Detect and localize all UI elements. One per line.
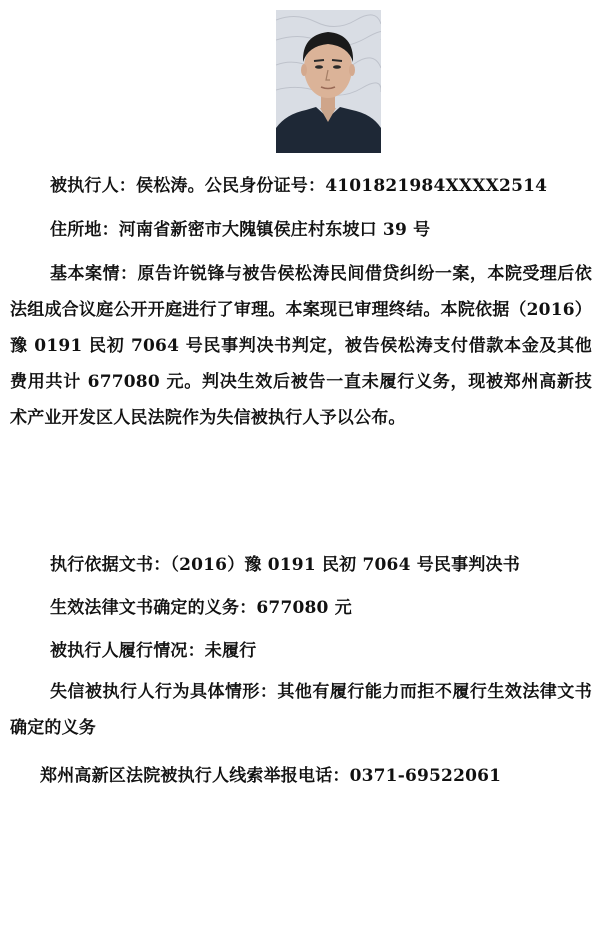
person-id-line: 被执行人：侯松涛。公民身份证号：4101821984XXXX2514: [50, 176, 548, 196]
report-hotline-line: 郑州高新区法院被执行人线索举报电话：0371-69522061: [40, 766, 502, 786]
basis-document-line: 执行依据文书：（2016）豫 0191 民初 7064 号民事判决书: [50, 555, 520, 575]
person-photo: [276, 10, 381, 153]
address-line: 住所地：河南省新密市大隗镇侯庄村东坡口 39 号: [50, 220, 431, 240]
obligation-line: 生效法律文书确定的义务：677080 元: [50, 598, 352, 618]
dishonest-behavior-paragraph: 失信被执行人行为具体情形：其他有履行能力而拒不履行生效法律文书确定的义务: [10, 682, 592, 738]
performance-status-line: 被执行人履行情况：未履行: [50, 641, 257, 661]
case-summary-paragraph: 基本案情：原告许锐锋与被告侯松涛民间借贷纠纷一案，本院受理后依法组成合议庭公开开庭进行了审理。本案现已审理终结。本院依据（2016）豫 0191 民初 7064 号民事判决书判定，被告侯松涛支付借款本金及其他费用共计 677080 元。判决生效后被告一直未履行义务，现被郑州高新技术产业开发区人民法院作为失信被执行人予以公布。: [10, 264, 592, 428]
